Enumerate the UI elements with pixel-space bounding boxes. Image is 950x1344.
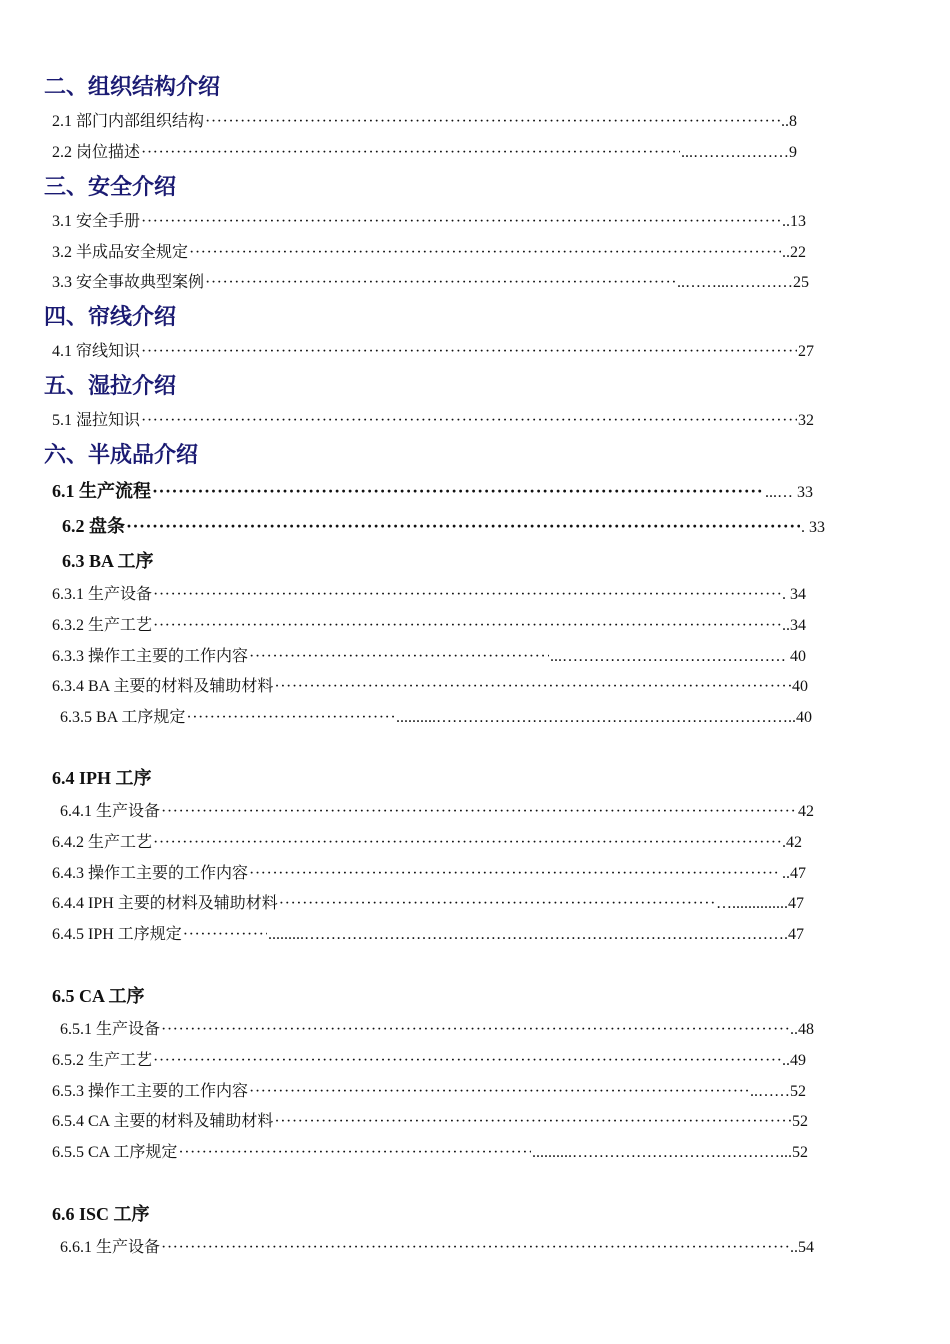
toc-entry-title: 4.1 帘线知识 [52,343,141,360]
toc-page-number: . 34 [782,586,806,603]
section-heading-safety: 三、安全介绍 [44,174,177,199]
leader-dots [205,273,676,293]
toc-page-number: 32 [798,412,814,429]
toc-entry-title: 6.3.4 BA 主要的材料及辅助材料 [52,678,274,695]
toc-entry-title: 6.5.2 生产工艺 [52,1052,153,1069]
toc-entry-6-5-2[interactable] [52,1051,806,1071]
subheading-isc: 6.6 ISC 工序 [52,1204,150,1224]
toc-page-number: 52 [792,1113,808,1130]
toc-entry-4-1[interactable] [52,342,814,362]
leader-dots [178,1143,531,1163]
toc-page-number: ..........…………………………………………………………..40 [396,709,812,726]
leader-dots [249,864,781,884]
toc-page-number: ..54 [790,1239,814,1256]
toc-page-number: 27 [798,343,814,360]
toc-entry-6-4-1[interactable] [60,802,814,822]
leader-dots [126,516,800,536]
toc-entry-title: 2.2 岗位描述 [52,144,141,161]
toc-page-number: . 33 [801,519,825,536]
toc-entry-title: 6.4.1 生产设备 [60,803,161,820]
toc-page-number: ..........…………………………………...52 [532,1144,808,1161]
toc-page-number: 40 [792,678,808,695]
toc-page-number: .42 [782,834,802,851]
leader-dots [153,585,781,605]
toc-entry-6-3-3[interactable] [52,647,806,667]
leader-dots [274,1112,791,1132]
toc-entry-2-2[interactable] [52,143,797,163]
toc-entry-6-1[interactable] [52,481,813,503]
toc-page-number: ..47 [782,865,806,882]
toc-entry-title: 6.5.3 操作工主要的工作内容 [52,1083,249,1100]
subheading-ba: 6.3 BA 工序 [62,551,154,571]
toc-entry-6-5-5[interactable] [52,1143,808,1163]
leader-dots [153,833,781,853]
section-heading-cord: 四、帘线介绍 [44,304,177,329]
toc-page-number: 42 [798,803,814,820]
toc-page-number: ..……...…………25 [677,274,809,291]
toc-page-number: ..49 [782,1052,806,1069]
toc-page-number: ...… 33 [765,484,813,501]
toc-entry-6-4-5[interactable] [52,925,804,945]
leader-dots [153,616,781,636]
toc-entry-3-2[interactable] [52,243,806,263]
toc-entry-6-4-3[interactable] [52,864,806,884]
toc-entry-6-5-1[interactable] [60,1020,814,1040]
toc-page-number: .........……………………………………………………………………………….47 [268,926,804,943]
toc-page-number: ...………………9 [681,144,797,161]
leader-dots [141,143,680,163]
leader-dots [153,1051,781,1071]
toc-entry-title: 6.2 盘条 [62,516,125,536]
toc-page-number: …..............47 [716,895,804,912]
toc-entry-title: 6.4.5 IPH 工序规定 [52,926,182,943]
toc-page-number: ..34 [782,617,806,634]
toc-entry-title: 6.5.1 生产设备 [60,1021,161,1038]
subheading-iph: 6.4 IPH 工序 [52,768,152,788]
toc-entry-6-4-4[interactable] [52,894,804,914]
section-heading-semi-finished: 六、半成品介绍 [44,442,199,467]
leader-dots [186,708,395,728]
subheading-ca: 6.5 CA 工序 [52,986,145,1006]
toc-entry-3-3[interactable] [52,273,809,293]
toc-page-number: ...…………………………………… 40 [550,648,806,665]
leader-dots [249,1082,749,1102]
leader-dots [189,243,781,263]
toc-entry-title: 6.1 生产流程 [52,481,151,501]
toc-entry-title: 6.5.5 CA 工序规定 [52,1144,178,1161]
toc-entry-6-3-1[interactable] [52,585,806,605]
toc-entry-title: 6.4.2 生产工艺 [52,834,153,851]
toc-entry-6-6-1[interactable] [60,1238,814,1258]
toc-entry-title: 6.3.2 生产工艺 [52,617,153,634]
toc-entry-6-3-4[interactable] [52,677,808,697]
toc-entry-6-5-3[interactable] [52,1082,806,1102]
toc-entry-title: 6.4.3 操作工主要的工作内容 [52,865,249,882]
leader-dots [161,802,797,822]
leader-dots [141,212,781,232]
toc-entry-title: 6.6.1 生产设备 [60,1239,161,1256]
toc-entry-6-5-4[interactable] [52,1112,808,1132]
toc-page-number: ..……52 [750,1083,806,1100]
section-heading-wet-draw: 五、湿拉介绍 [44,373,177,398]
leader-dots [274,677,791,697]
toc-entry-title: 6.3.1 生产设备 [52,586,153,603]
toc-page-number: ..13 [782,213,806,230]
leader-dots [279,894,715,914]
toc-entry-title: 6.4.4 IPH 主要的材料及辅助材料 [52,895,278,912]
toc-entry-title: 6.3.5 BA 工序规定 [60,709,186,726]
toc-entry-6-4-2[interactable] [52,833,802,853]
toc-entry-5-1[interactable] [52,411,814,431]
toc-entry-3-1[interactable] [52,212,806,232]
toc-entry-title: 3.2 半成品安全规定 [52,244,189,261]
section-heading-org: 二、组织结构介绍 [44,74,221,99]
toc-entry-title: 3.1 安全手册 [52,213,141,230]
toc-entry-6-3-2[interactable] [52,616,806,636]
leader-dots [152,481,764,501]
toc-entry-title: 6.5.4 CA 主要的材料及辅助材料 [52,1113,274,1130]
leader-dots [183,925,267,945]
toc-entry-title: 2.1 部门内部组织结构 [52,113,205,130]
leader-dots [141,342,797,362]
toc-entry-title: 5.1 湿拉知识 [52,412,141,429]
leader-dots [141,411,797,431]
toc-page-number: ..48 [790,1021,814,1038]
toc-entry-2-1[interactable] [52,112,797,132]
leader-dots [249,647,549,667]
toc-entry-title: 6.3.3 操作工主要的工作内容 [52,648,249,665]
toc-page-number: ..8 [781,113,797,130]
toc-entry-6-2[interactable] [62,516,825,538]
toc-entry-title: 3.3 安全事故典型案例 [52,274,205,291]
leader-dots [205,112,780,132]
toc-entry-6-3-5[interactable] [60,708,812,728]
leader-dots [161,1238,789,1258]
leader-dots [161,1020,789,1040]
toc-page-number: ..22 [782,244,806,261]
